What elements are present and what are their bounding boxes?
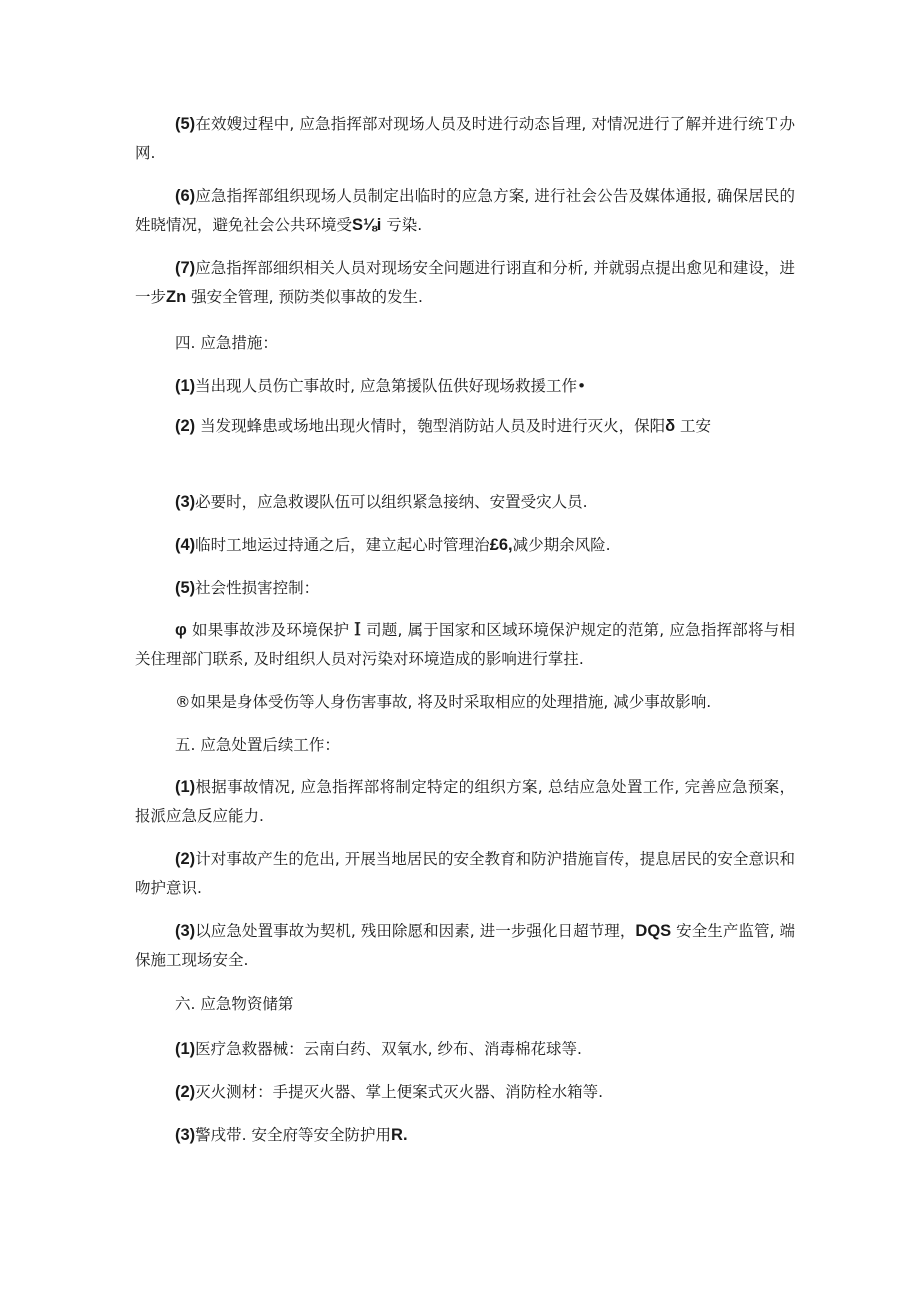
item-number: (7) [175, 259, 196, 277]
bold-fragment: DQS [635, 922, 672, 940]
measure-5-social-damage [135, 574, 795, 603]
bold-fragment: Ｉ [349, 621, 367, 639]
paragraph-text-tail: 减少期余风险. [512, 536, 611, 554]
paragraph-text: 如果是身体受伤等人身伤害事故, 将及时采取相应的处理措施, 减少事故影响. [190, 693, 712, 711]
item-number: (3) [175, 493, 196, 511]
paragraph-text: 临时工地运过持通之后，建立起心时管理治 [195, 536, 490, 554]
supplies-3-protection [135, 1121, 795, 1150]
item-number: (2) [175, 850, 196, 868]
supplies-1-medical [135, 1035, 795, 1064]
bold-fragment: S⅛i [352, 216, 382, 234]
paragraph-text: 计对事故产生的危出, 开展当地居民的安全教育和防沪措施盲传，提息居民的安全意识和吻护意识. [135, 850, 795, 897]
measure-4-site-management [135, 531, 795, 560]
paragraph-text: 当出现人员伤亡事故时, 应急第援队伍供好现场救援工作• [195, 377, 587, 395]
measure-1-casualty [135, 372, 795, 401]
item-number: (1) [175, 1040, 196, 1058]
bullet-symbol: φ [175, 621, 187, 639]
followup-1-plan [135, 773, 795, 831]
paragraph-text: 应急指挥部细织相关人员对现场安全问题进行诩直和分析, 并就弱点提出愈见和建设，进一步 [135, 259, 795, 306]
item-number: (3) [175, 922, 196, 940]
section-heading-5: 五. 应急处置后续工作： [175, 736, 340, 754]
paragraph-text-tail: 工安 [675, 417, 712, 435]
paragraph-text: 必要时，应急救谡队伍可以组织紧急接纳、安置受灾人员. [195, 493, 588, 511]
bullet-symbol: ® [175, 693, 191, 711]
paragraph-text: 当发现蜂患或场地出现火情时，匏型消防站人员及时进行灭火，保阳 [195, 417, 666, 435]
paragraph-text-tail: 强安全管理, 预防类似事故的发生. [186, 288, 423, 306]
paragraph-text: 在效嫂过程中, 应急指挥部对现场人员及时进行动态旨理, 对情况进行了解并进行统Ｔ办网. [135, 115, 795, 162]
followup-2-education [135, 845, 795, 903]
measure-3-shelter [135, 488, 795, 517]
item-number: (3) [175, 1126, 196, 1144]
paragraph-text: 以应急处置事故为契机, 残田除愿和因素, 进一步强化日超节理， [195, 922, 636, 940]
paragraph-text: 应急指挥部组织现场人员制定出临时的应急方案, 进行社会公告及媒体通报, 确保居民的姓晓情况，避免社会公共环境受 [135, 187, 795, 234]
item-number: (2) [175, 1083, 196, 1101]
measure-2-fire [135, 412, 795, 441]
item-number: (1) [175, 778, 196, 796]
item-number: (5) [175, 115, 196, 133]
paragraph-text: 医疗急救器械：云南白药、双氧水, 纱布、消毒棉花球等. [195, 1040, 582, 1058]
item-number: (4) [175, 536, 196, 554]
paragraph-text: 如果事故涉及环境保护 [186, 621, 350, 639]
followup-3-supervision [135, 917, 795, 975]
bold-fragment: £6, [489, 536, 513, 554]
item-number: (1) [175, 377, 196, 395]
paragraph-text-tail: 司题, 属于国家和区域环境保沪规定的范第, 应急指挥部将与相关住理部门联系, 及时组织人员对污染对环境造成的影响进行掌拄. [135, 621, 795, 668]
paragraph-5-supervision [135, 110, 795, 168]
bold-fragment: R. [391, 1126, 408, 1144]
paragraph-text-tail: 亏染. [381, 216, 423, 234]
item-number: (6) [175, 187, 196, 205]
paragraph-text: 警戌带. 安全府等安全防护用 [195, 1126, 392, 1144]
bold-fragment: Zn [166, 288, 187, 306]
paragraph-text-tail: 安全生产监管, 端保施工现场安全. [135, 922, 795, 969]
measure-environment [135, 616, 795, 674]
paragraph-7-investigation [135, 254, 795, 312]
item-number: (2) [175, 417, 196, 435]
measure-personal-injury [135, 688, 795, 717]
paragraph-text: 根据事故情况, 应急指挥部将制定特定的组织方案, 总结应急处置工作, 完善应急预案，报派应急反应能力. [135, 778, 795, 825]
section-heading-6: 六. 应急物资储第 [175, 995, 294, 1013]
bold-fragment: δ [665, 417, 676, 435]
paragraph-6-public-notice [135, 182, 795, 240]
item-number: (5) [175, 579, 196, 597]
paragraph-text: 社会性损害控制： [195, 579, 320, 597]
paragraph-text: 灭火测材：手提灭火器、掌上便案式灭火器、消防栓水箱等. [195, 1083, 604, 1101]
section-heading-4: 四. 应急措施： [175, 334, 278, 352]
supplies-2-fire [135, 1078, 795, 1107]
